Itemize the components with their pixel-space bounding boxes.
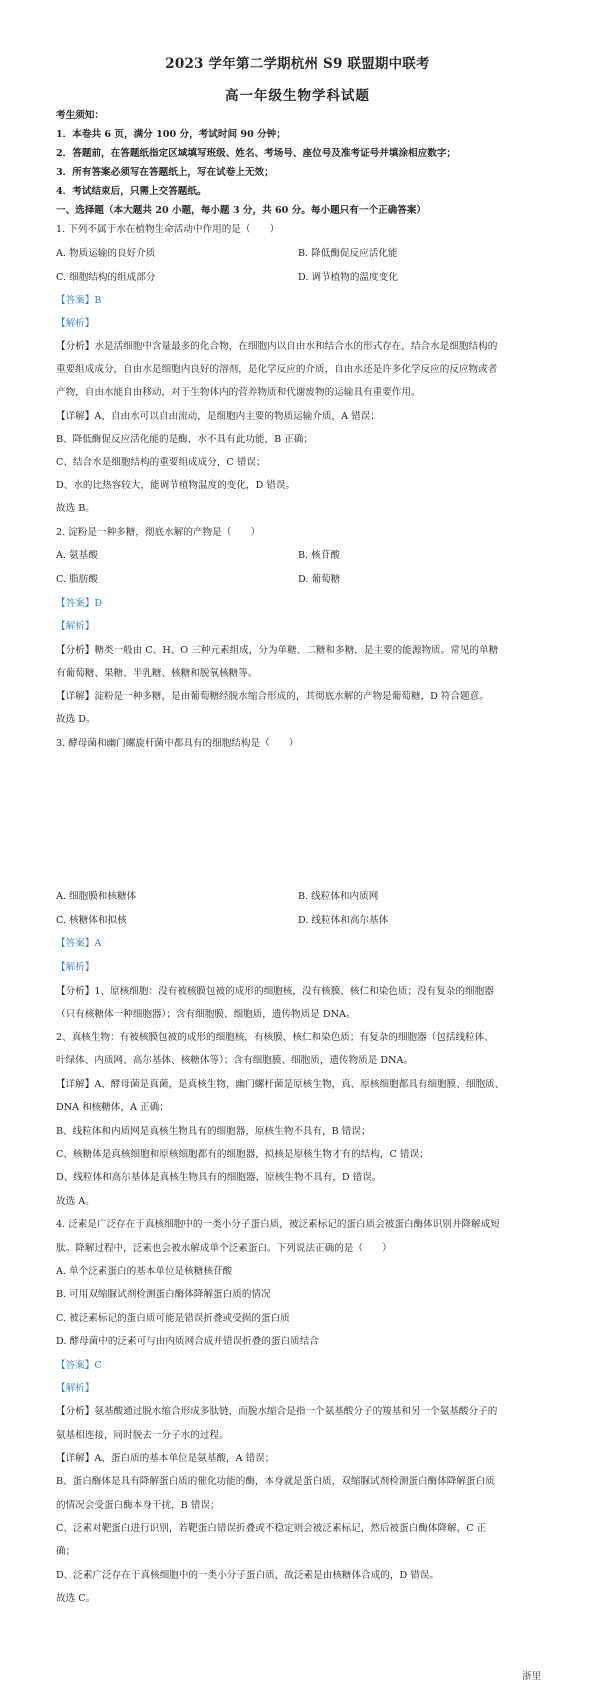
notice-item: 1．本卷共 6 页，满分 100 分，考试时间 90 分钟； [56, 129, 286, 140]
explanation-line: 【分析】1、原核细胞：没有被核膜包被的成形的细胞核，没有核膜、核仁和染色质；没有复杂的细胞器 [56, 986, 494, 997]
explanation-line: 有葡萄糖、果糖、半乳糖、核糖和脱氧核糖等。 [56, 668, 258, 679]
answer-label: 【答案】A [56, 938, 102, 949]
explanation-line: 重要组成成分，自由水是细胞内良好的溶剂，是化学反应的介质，自由水还是许多化学反应的反应物或者 [56, 364, 498, 375]
explanation-line: 氨基相连接，同时脱去一分子水的过程。 [56, 1430, 229, 1441]
analysis-tag: 【解析】 [56, 318, 95, 329]
option-d: D. 调节植物的温度变化 [298, 272, 398, 283]
explanation-line: 【分析】水是活细胞中含量最多的化合物，在细胞内以自由水和结合水的形式存在，结合水是细胞结构的 [56, 341, 498, 352]
question-stem: 1. 下列不属于水在植物生命活动中作用的是（ ） [56, 224, 280, 235]
analysis-tag: 【解析】 [56, 1383, 95, 1394]
explanation-line: B、降低酶促反应活化能的是酶，水不具有此功能，B 正确； [56, 434, 313, 445]
option-b: B. 可用双缩脲试剂检测蛋白酶体降解蛋白质的情况 [56, 1289, 271, 1300]
option-d: D. 酵母菌中的泛素可与由内质网合成并错误折叠的蛋白质结合 [56, 1336, 319, 1347]
option-a: A. 氨基酸 [56, 550, 98, 561]
option-b: B. 核苷酸 [298, 550, 340, 561]
explanation-line: D、线粒体和高尔基体是真核生物具有的细胞器，原核生物不具有，D 错误。 [56, 1172, 382, 1183]
question-stem: 肽。降解过程中，泛素也会被水解成单个泛素蛋白。下列说法正确的是（ ） [56, 1243, 392, 1254]
answer-label: 【答案】B [56, 295, 102, 306]
analysis-tag: 【解析】 [56, 621, 95, 632]
option-b: B. 线粒体和内质网 [298, 891, 379, 902]
option-c: C. 细胞结构的组成部分 [56, 272, 156, 283]
option-b: B. 降低酶促反应活化能 [298, 248, 398, 259]
answer-label: 【答案】C [56, 1360, 102, 1371]
explanation-line: 【分析】糖类一般由 C、H、O 三种元素组成，分为单糖、二糖和多糖，是主要的能源物质。常见的单糖 [56, 645, 499, 656]
option-d: D. 线粒体和高尔基体 [298, 915, 389, 926]
explanation-line: C、结合水是细胞结构的重要组成成分，C 错误； [56, 457, 266, 468]
explanation-line: DNA 和核糖体，A 正确； [56, 1102, 169, 1113]
explanation-line: 故选 D。 [56, 714, 96, 725]
explanation-line: B、线粒体和内质网是真核生物具有的细胞器，原核生物不具有，B 错误； [56, 1126, 371, 1137]
explanation-line: 确； [56, 1546, 76, 1557]
explanation-line: 故选 A。 [56, 1196, 95, 1207]
explanation-line: B、蛋白酶体是具有降解蛋白质的催化功能的酶，本身就是蛋白质，双缩脲试剂检测蛋白酶体降解蛋白质 [56, 1476, 495, 1487]
option-a: A. 单个泛素蛋白的基本单位是核糖核苷酸 [56, 1266, 233, 1277]
question-stem: 3. 酵母菌和幽门螺旋杆菌中都具有的细胞结构是（ ） [56, 738, 299, 749]
option-a: A. 物质运输的良好介质 [56, 248, 156, 259]
question-stem: 2. 淀粉是一种多糖，彻底水解的产物是（ ） [56, 527, 261, 538]
explanation-line: 故选 C。 [56, 1593, 96, 1604]
explanation-line: 【详解】A、酵母菌是真菌，是真核生物，幽门螺杆菌是原核生物，真、原核细胞都具有细胞膜、细胞质、 [56, 1079, 505, 1090]
explanation-line: 2、真核生物：有被核膜包被的成形的细胞核，有核膜、核仁和染色质；有复杂的细胞器（包括线粒体、 [56, 1032, 494, 1043]
explanation-line: 【详解】A、蛋白质的基本单位是氨基酸，A 错误； [56, 1453, 275, 1464]
explanation-line: C、核糖体是真核细胞和原核细胞都有的细胞器，拟核是原核生物才有的结构，C 错误； [56, 1149, 429, 1160]
option-c: C. 脂肪酸 [56, 574, 98, 585]
option-d: D. 葡萄糖 [298, 574, 341, 585]
notice-item: 2．答题前，在答题纸指定区域填写班级、姓名、考场号、座位号及准考证号并填涂相应数字； [56, 148, 457, 159]
notice-heading: 考生须知： [56, 110, 104, 121]
analysis-tag: 【解析】 [56, 962, 95, 973]
answer-label: 【答案】D [56, 598, 103, 609]
question-stem: 4. 泛素是广泛存在于真核细胞中的一类小分子蛋白质，被泛素标记的蛋白质会被蛋白酶体识别并降解成短 [56, 1219, 500, 1230]
explanation-line: C、泛素对靶蛋白进行识别，若靶蛋白错误折叠或不稳定则会被泛素标记，然后被蛋白酶体降解，C 正 [56, 1523, 487, 1534]
explanation-line: 叶绿体、内质网、高尔基体、核糖体等）；含有细胞膜、细胞质，遗传物质是 DNA。 [56, 1055, 414, 1066]
explanation-line: 故选 B。 [56, 503, 95, 514]
option-c: C. 核糖体和拟核 [56, 915, 127, 926]
exam-subtitle: 高一年级生物学科试题 [225, 88, 370, 104]
explanation-line: D、水的比热容较大，能调节植物温度的变化，D 错误。 [56, 480, 296, 491]
explanation-line: D、泛素广泛存在于真核细胞中的一类小分子蛋白质，故泛素是由核糖体合成的，D 错误。 [56, 1570, 439, 1581]
exam-title: 2023 学年第二学期杭州 S9 联盟期中联考 [165, 56, 430, 72]
notice-item: 3．所有答案必须写在答题纸上，写在试卷上无效； [56, 167, 274, 178]
explanation-line: 【详解】A、自由水可以自由流动，是细胞内主要的物质运输介质，A 错误； [56, 411, 380, 422]
explanation-line: 产物，自由水能自由移动，对于生物体内的营养物质和代谢废物的运输具有重要作用。 [56, 387, 421, 398]
explanation-line: （只有核糖体一种细胞器）；含有细胞膜、细胞质，遗传物质是 DNA。 [56, 1009, 356, 1020]
notice-item: 4．考试结束后，只需上交答题纸。 [56, 186, 207, 197]
explanation-line: 【分析】氨基酸通过脱水缩合形成多肽链，而脱水缩合是指一个氨基酸分子的羧基和另一个氨基酸分子的 [56, 1406, 498, 1417]
option-a: A. 细胞膜和核糖体 [56, 891, 137, 902]
explanation-line: 的情况会受蛋白酶本身干扰，B 错误； [56, 1500, 220, 1511]
explanation-line: 【详解】淀粉是一种多糖，是由葡萄糖经脱水缩合形成的，其彻底水解的产物是葡萄糖，D 符合题意。 [56, 691, 489, 702]
footer-text: 浙里 [522, 1671, 542, 1682]
option-c: C. 被泛素标记的蛋白质可能是错误折叠或受损的蛋白质 [56, 1313, 290, 1324]
section-heading: 一、选择题（本大题共 20 小题，每小题 3 分，共 60 分。每小题只有一个正确答案） [56, 205, 427, 216]
